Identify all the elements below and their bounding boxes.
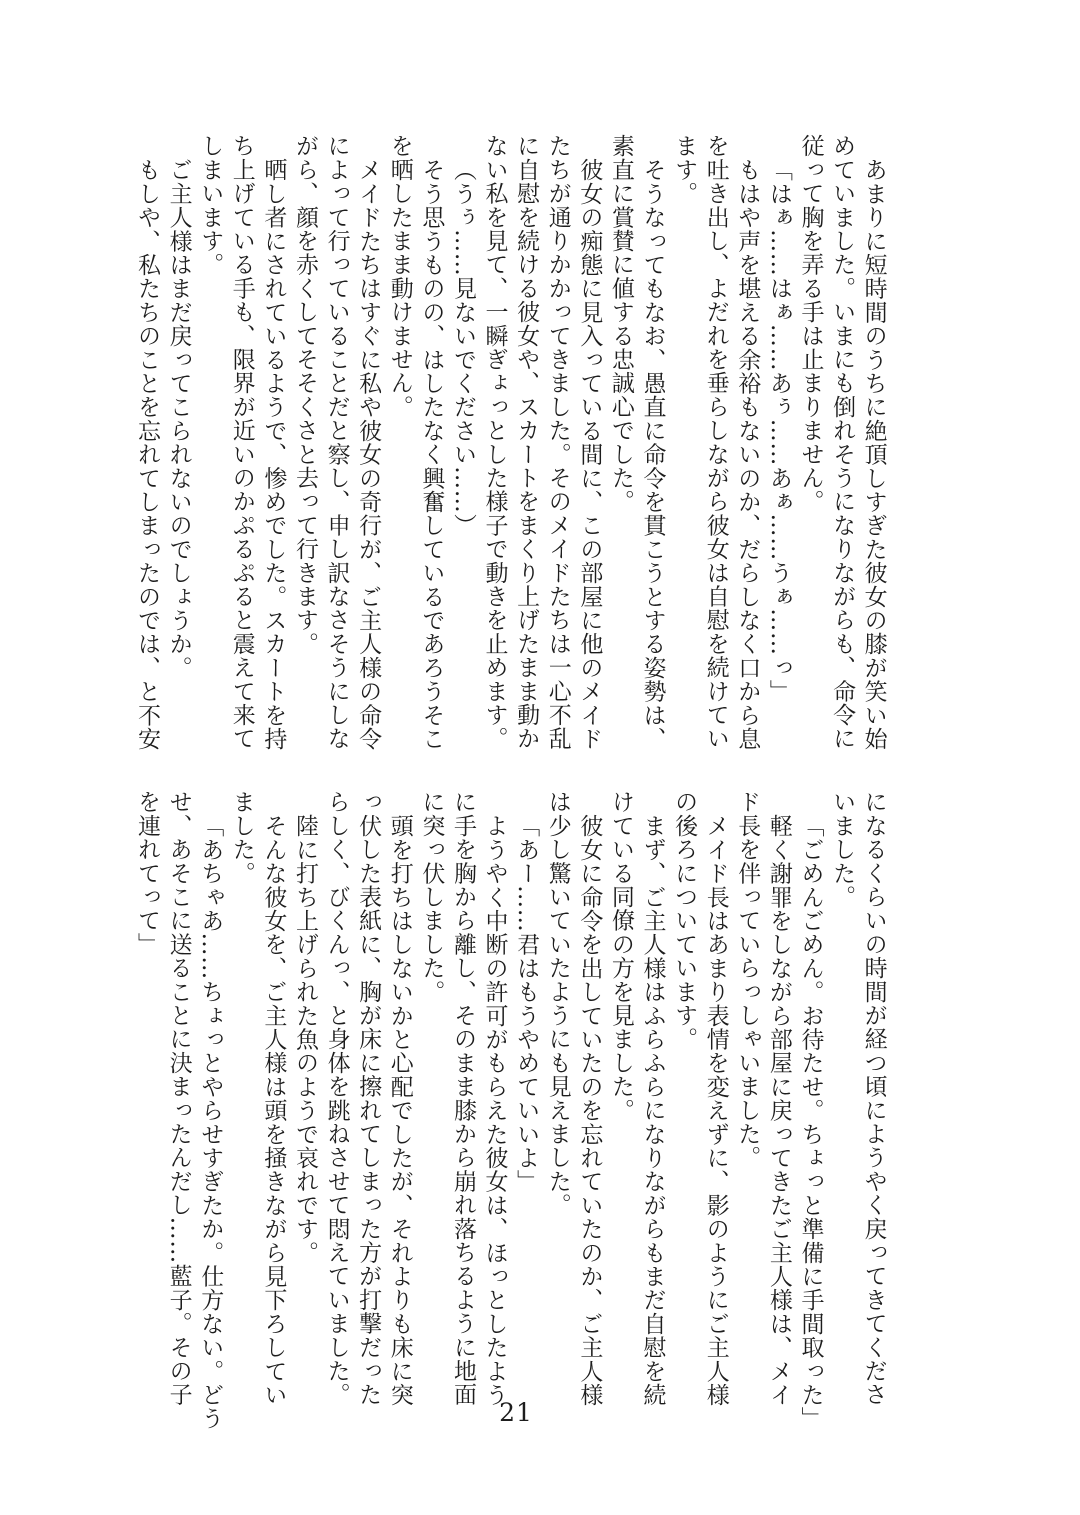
text-column: 「はぁ……はぁ……あぅ……あぁ……うぁ……っ」	[765, 158, 792, 704]
text-column: の後ろについています。	[671, 790, 698, 1051]
text-column: 「ごめんごめん。お待たせ。ちょっと準備に手間取った」	[797, 814, 824, 1431]
text-column: らしく、びくんっ、と身体を跳ねさせて悶えていました。	[323, 790, 350, 1407]
text-column: ない私を見て、一瞬ぎょっとした様子で動きを止めます。	[481, 134, 508, 751]
text-column: あまりに短時間のうちに絶頂しすぎた彼女の膝が笑い始	[860, 158, 887, 751]
text-column: を連れてって」	[134, 790, 160, 956]
text-column: 晒し者にされているようで、惨めでした。スカートを持	[260, 158, 287, 751]
text-column: しまいます。	[197, 134, 224, 277]
text-column: 軽く謝罪をしながら部屋に戻ってきたご主人様は、メイ	[765, 814, 792, 1407]
text-column: ようやく中断の許可がもらえた彼女は、ほっとしたよう	[481, 814, 508, 1407]
text-column: もはや声を堪える余裕もないのか、だらしなく口から息	[734, 158, 761, 751]
page-number: 21	[499, 1398, 533, 1427]
text-column: 従って胸を弄る手は止まりません。	[797, 134, 824, 514]
text-column: に手を胸から離し、そのまま膝から崩れ落ちるように地面	[449, 790, 476, 1407]
text-column: に自慰を続ける彼女や、スカートをまくり上げたまま動か	[513, 134, 540, 751]
text-column: 彼女の痴態に見入っている間に、この部屋に他のメイド	[576, 158, 603, 751]
text-column: たちが通りかかってきました。そのメイドたちは一心不乱	[544, 134, 571, 751]
text-column: がら、顔を赤くしてそそくさと去って行きます。	[291, 134, 318, 656]
text-column: っ伏した表紙に、胸が床に擦れてしまった方が打撃だった	[355, 790, 382, 1407]
text-column: （うぅ……見ないでください……）	[449, 158, 476, 538]
text-column: 「あちゃあ……ちょっとやらせすぎたか。仕方ない。どう	[197, 814, 224, 1431]
text-column: ました。	[228, 790, 255, 885]
text-column: せ、あそこに送ることに決まったんだし……藍子。その子	[165, 790, 192, 1407]
text-column: ち上げている手も、限界が近いのかぷるぷると震えて来て	[228, 134, 255, 751]
text-column: 「あー……君はもうやめていいよ」	[513, 814, 540, 1194]
text-column: によって行っていることだと察し、申し訳なさそうにしな	[323, 134, 350, 751]
text-column: を晒したまま動けません。	[386, 134, 413, 419]
text-column: もしや、私たちのことを忘れてしまったのでは、と不安	[134, 158, 160, 751]
text-column: そんな彼女を、ご主人様は頭を掻きながら見下ろしてい	[260, 814, 287, 1407]
text-column: は少し驚いていたようにも見えました。	[544, 790, 571, 1217]
text-column: そう思うものの、はしたなく興奮しているであろうそこ	[418, 158, 445, 751]
text-column: まず、ご主人様はふらふらになりながらもまだ自慰を続	[639, 814, 666, 1407]
text-column: いました。	[829, 790, 856, 909]
text-column: 陸に打ち上げられた魚のようで哀れです。	[291, 814, 318, 1265]
text-column: を吐き出し、よだれを垂らしながら彼女は自慰を続けてい	[702, 134, 729, 751]
text-column: 彼女に命令を出していたのを忘れていたのか、ご主人様	[576, 814, 603, 1407]
text-column: そうなってもなお、愚直に命令を貫こうとする姿勢は、	[639, 158, 666, 751]
text-column: メイドたちはすぐに私や彼女の奇行が、ご主人様の命令	[355, 158, 382, 751]
text-column: に突っ伏しました。	[418, 790, 445, 1004]
top-text-block	[135, 134, 885, 751]
text-column: になるくらいの時間が経つ頃にようやく戻ってきてくださ	[860, 790, 887, 1407]
text-column: めていました。いまにも倒れそうになりながらも、命令に	[829, 134, 856, 751]
text-column: けている同僚の方を見ました。	[607, 790, 634, 1122]
text-column: 頭を打ちはしないかと心配でしたが、それよりも床に突	[386, 814, 413, 1407]
text-column: ド長を伴っていらっしゃいました。	[734, 790, 761, 1170]
text-column: ます。	[671, 134, 698, 206]
text-column: 素直に賞賛に値する忠誠心でした。	[607, 134, 634, 514]
text-column: メイド長はあまり表情を変えずに、影のようにご主人様	[702, 814, 729, 1407]
text-column: ご主人様はまだ戻ってこられないのでしょうか。	[165, 158, 192, 680]
